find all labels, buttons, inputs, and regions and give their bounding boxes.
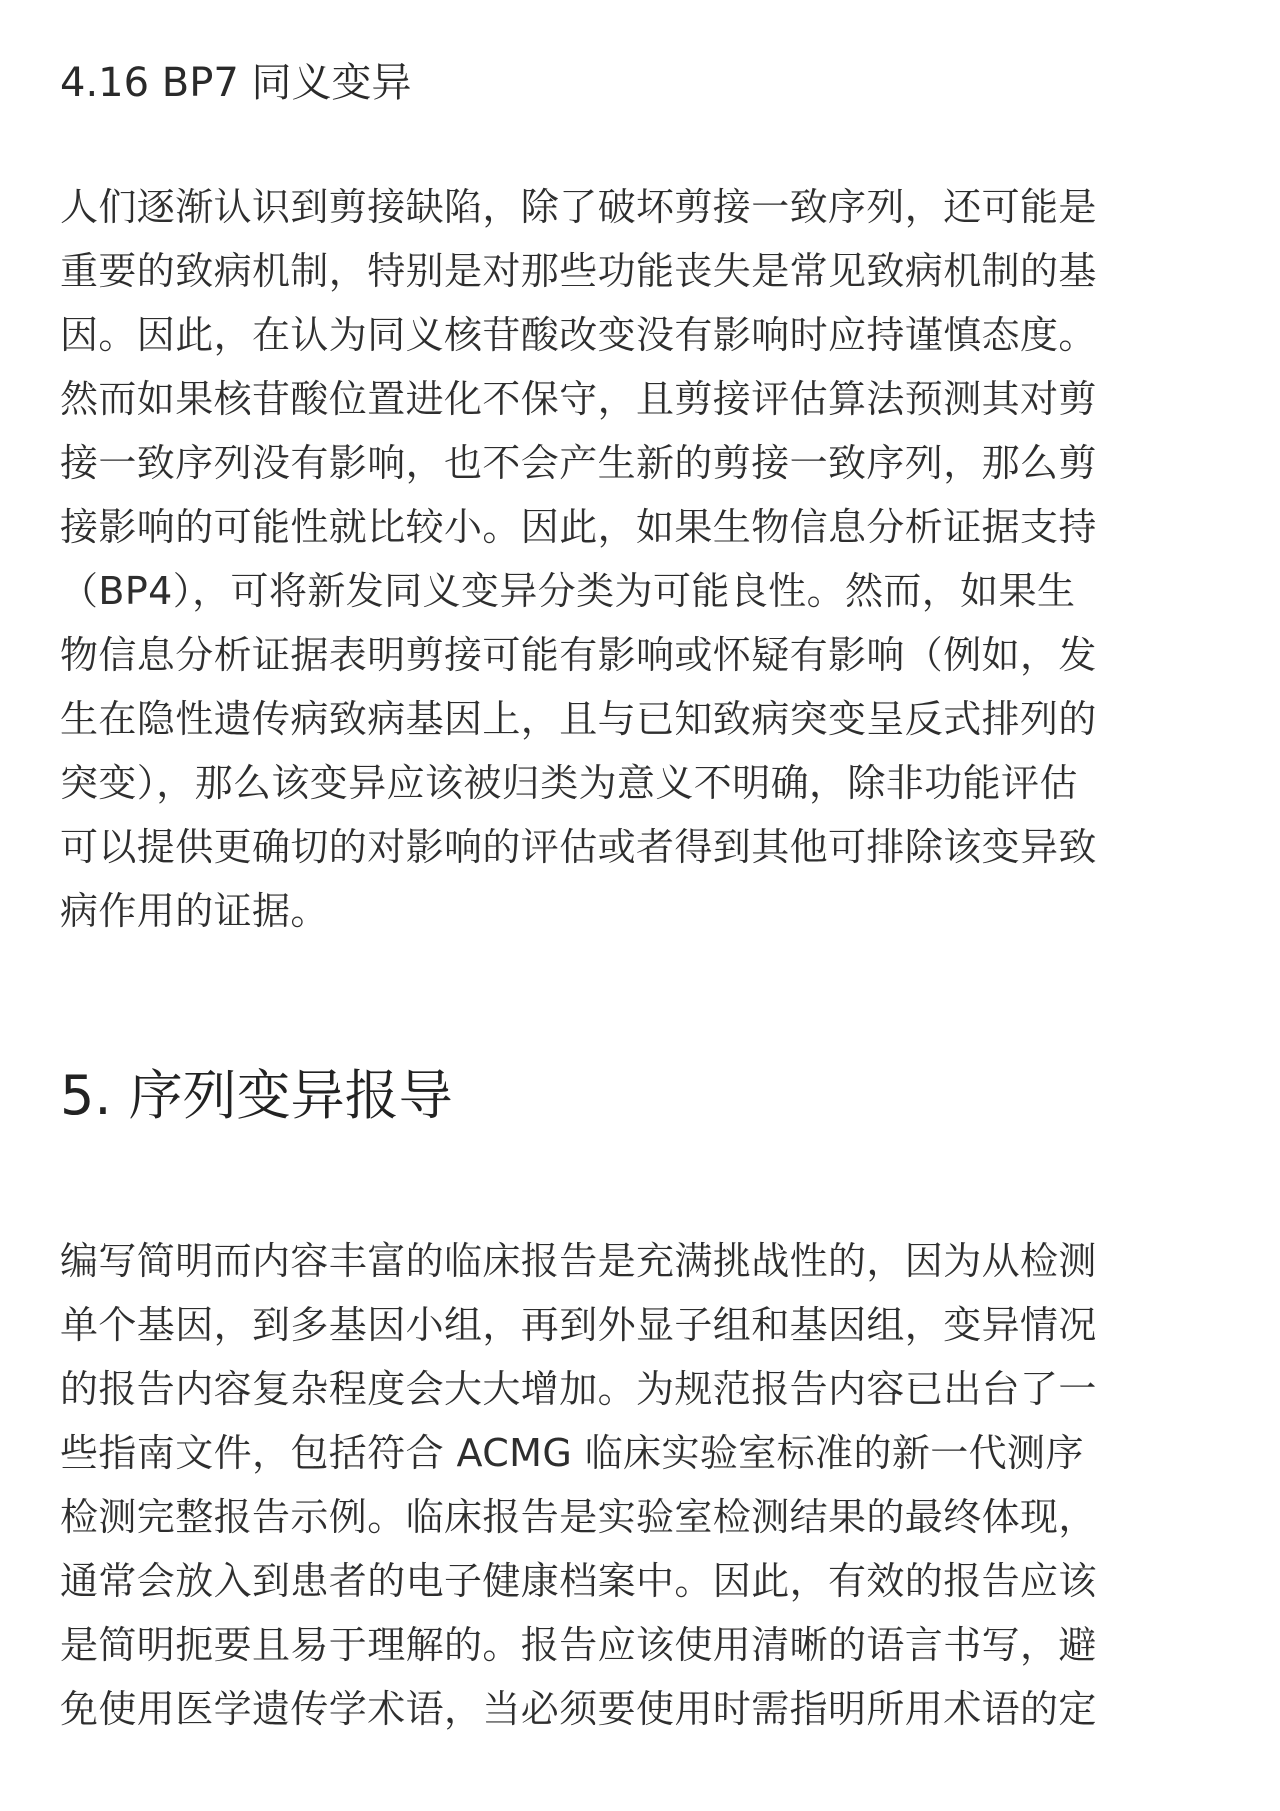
paragraph-line: 物信息分析证据表明剪接可能有影响或怀疑有影响（例如，发	[60, 633, 1097, 677]
paragraph-line: 生在隐性遗传病致病基因上，且与已知致病突变呈反式排列的	[60, 697, 1097, 741]
paragraph-line: 检测完整报告示例。临床报告是实验室检测结果的最终体现，	[60, 1495, 1097, 1539]
paragraph-line: 单个基因，到多基因小组，再到外显子组和基因组，变异情况	[60, 1303, 1097, 1347]
paragraph-line: 些指南文件，包括符合 ACMG 临床实验室标准的新一代测序	[60, 1431, 1084, 1475]
paragraph-line: 重要的致病机制，特别是对那些功能丧失是常见致病机制的基	[60, 249, 1097, 293]
paragraph-line: 接影响的可能性就比较小。因此，如果生物信息分析证据支持	[60, 505, 1097, 549]
paragraph-line: 编写简明而内容丰富的临床报告是充满挑战性的，因为从检测	[60, 1239, 1097, 1283]
paragraph-line: 病作用的证据。	[60, 889, 329, 933]
paragraph-line: 可以提供更确切的对影响的评估或者得到其他可排除该变异致	[60, 825, 1097, 869]
paragraph-line: 突变），那么该变异应该被归类为意义不明确，除非功能评估	[60, 761, 1078, 805]
section-4-16-title: 4.16 BP7 同义变异	[60, 60, 412, 106]
paragraph-line: （BP4），可将新发同义变异分类为可能良性。然而，如果生	[60, 569, 1076, 613]
paragraph-line: 因。因此，在认为同义核苷酸改变没有影响时应持谨慎态度。	[60, 313, 1097, 357]
paragraph-line: 然而如果核苷酸位置进化不保守，且剪接评估算法预测其对剪	[60, 377, 1097, 421]
section-5-heading: 5. 序列变异报导	[60, 1064, 453, 1127]
paragraph-line: 接一致序列没有影响，也不会产生新的剪接一致序列，那么剪	[60, 441, 1097, 485]
paragraph-line: 人们逐渐认识到剪接缺陷，除了破坏剪接一致序列，还可能是	[60, 185, 1097, 229]
paragraph-line: 的报告内容复杂程度会大大增加。为规范报告内容已出台了一	[60, 1367, 1097, 1411]
paragraph-line: 是简明扼要且易于理解的。报告应该使用清晰的语言书写，避	[60, 1623, 1097, 1667]
paragraph-line: 通常会放入到患者的电子健康档案中。因此，有效的报告应该	[60, 1559, 1097, 1603]
paragraph-line: 免使用医学遗传学术语，当必须要使用时需指明所用术语的定	[60, 1687, 1097, 1731]
